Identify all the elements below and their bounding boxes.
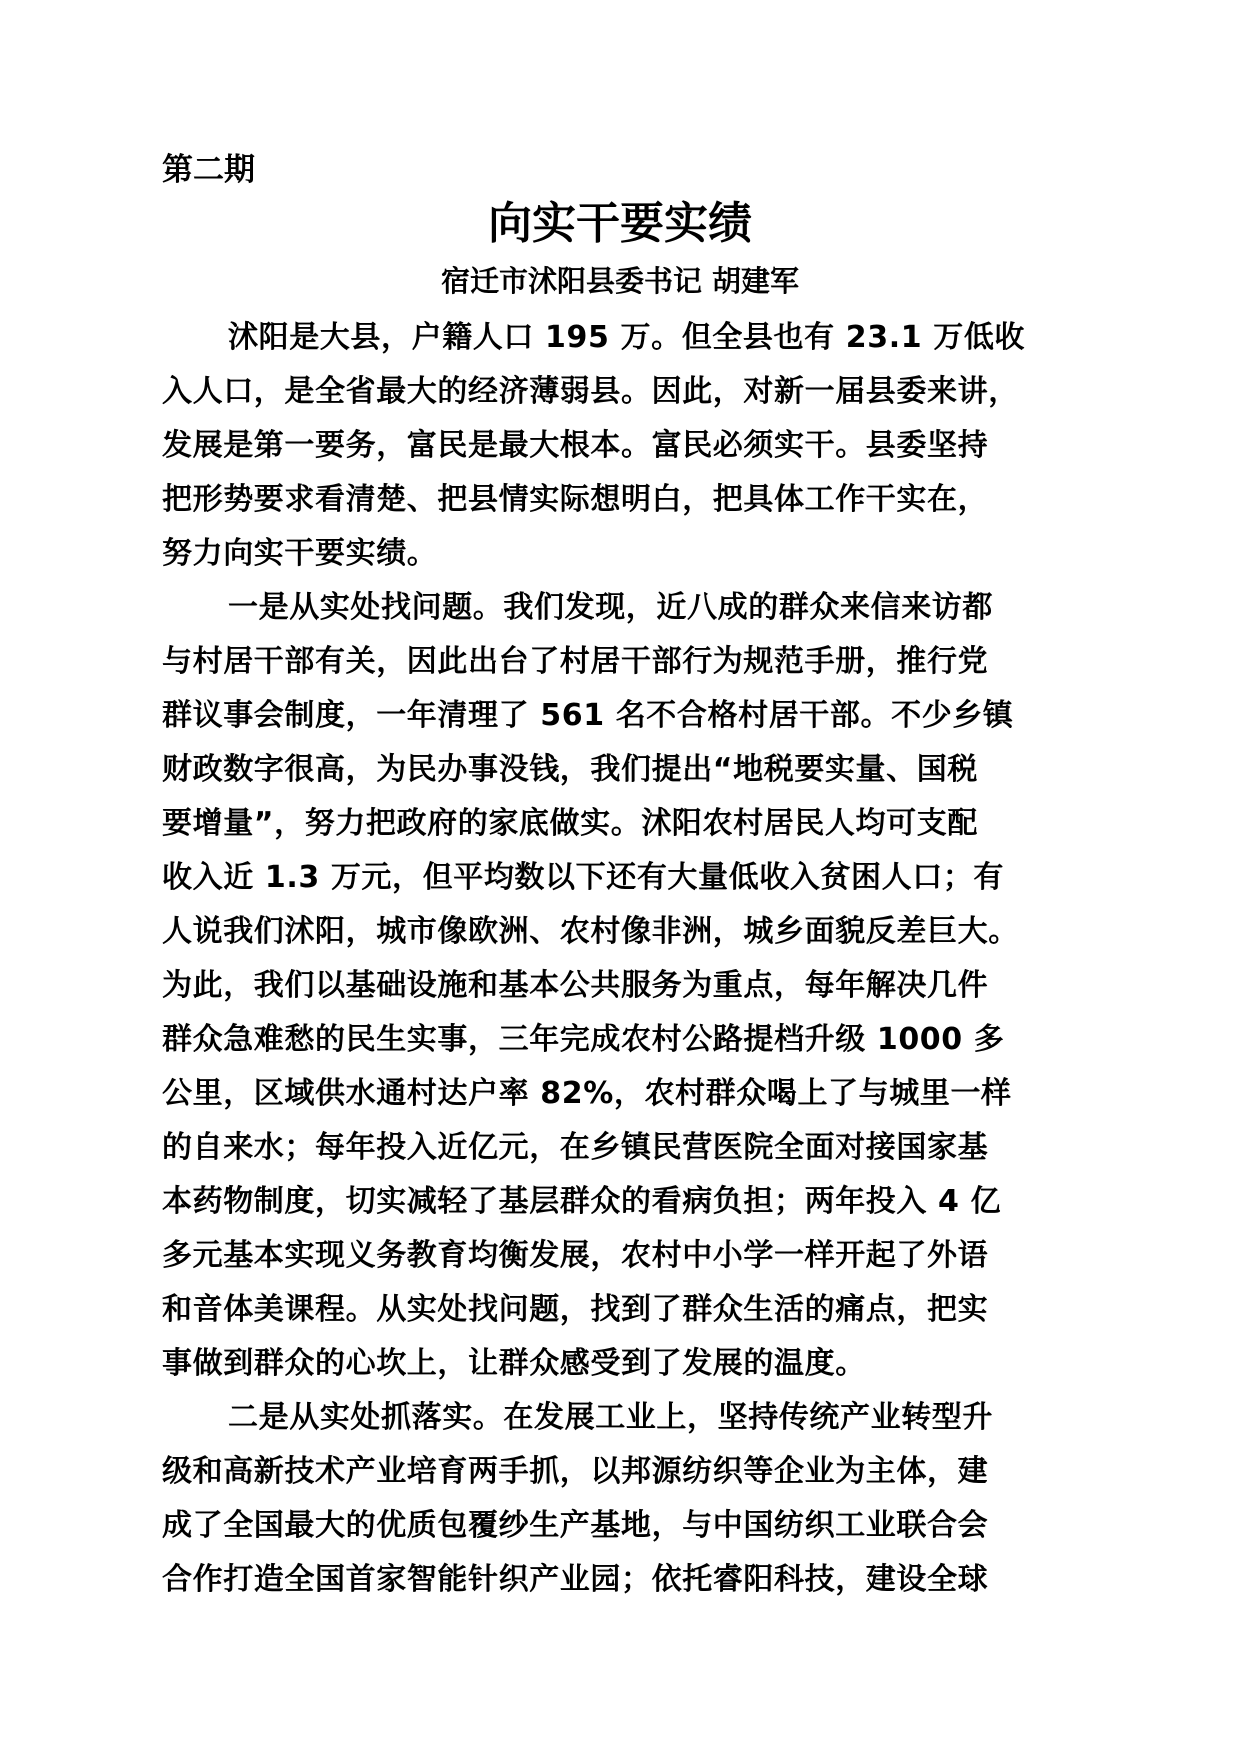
paragraph xyxy=(162,311,1092,581)
text-line: 和音体美课程。从实处找问题，找到了群众生活的痛点，把实 xyxy=(162,1292,989,1327)
text-line: 收入近 1.3 万元，但平均数以下还有大量低收入贫困人口；有 xyxy=(162,860,1005,895)
text-line: 为此，我们以基础设施和基本公共服务为重点，每年解决几件 xyxy=(162,968,989,1003)
text-line: 财政数字很高，为民办事没钱，我们提出“地税要实量、国税 xyxy=(162,752,978,787)
text-line: 群众急难愁的民生实事，三年完成农村公路提档升级 1000 多 xyxy=(162,1022,1005,1057)
article-title: 向实干要实绩 xyxy=(488,198,752,249)
article-body xyxy=(162,311,1092,1607)
text-line: 合作打造全国首家智能针织产业园；依托睿阳科技，建设全球 xyxy=(162,1562,989,1597)
text-line: 一是从实处找问题。我们发现，近八成的群众来信来访都 xyxy=(228,590,993,625)
paragraph xyxy=(162,1391,1092,1607)
text-line: 本药物制度，切实减轻了基层群众的看病负担；两年投入 4 亿 xyxy=(162,1184,1002,1219)
issue-label: 第二期 xyxy=(162,152,255,188)
text-line: 事做到群众的心坎上，让群众感受到了发展的温度。 xyxy=(162,1346,866,1381)
text-line: 级和高新技术产业培育两手抓，以邦源纺织等企业为主体，建 xyxy=(162,1454,989,1489)
text-line: 与村居干部有关，因此出台了村居干部行为规范手册，推行党 xyxy=(162,644,989,679)
author-line: 宿迁市沭阳县委书记 胡建军 xyxy=(440,264,800,298)
text-line: 群议事会制度，一年清理了 561 名不合格村居干部。不少乡镇 xyxy=(162,698,1014,733)
text-line: 入人口，是全省最大的经济薄弱县。因此，对新一届县委来讲， xyxy=(162,374,1019,409)
text-line: 要增量”，努力把政府的家底做实。沭阳农村居民人均可支配 xyxy=(162,806,978,841)
text-line: 公里，区域供水通村达户率 82%，农村群众喝上了与城里一样 xyxy=(162,1076,1012,1111)
text-line: 二是从实处抓落实。在发展工业上，坚持传统产业转型升 xyxy=(228,1400,993,1435)
text-line: 成了全国最大的优质包覆纱生产基地，与中国纺织工业联合会 xyxy=(162,1508,989,1543)
text-line: 人说我们沭阳，城市像欧洲、农村像非洲，城乡面貌反差巨大。 xyxy=(162,914,1019,949)
paragraph xyxy=(162,581,1092,1391)
text-line: 把形势要求看清楚、把县情实际想明白，把具体工作干实在， xyxy=(162,482,989,517)
text-line: 努力向实干要实绩。 xyxy=(162,536,438,571)
text-line: 沭阳是大县，户籍人口 195 万。但全县也有 23.1 万低收 xyxy=(228,320,1026,355)
text-line: 多元基本实现义务教育均衡发展，农村中小学一样开起了外语 xyxy=(162,1238,989,1273)
text-line: 发展是第一要务，富民是最大根本。富民必须实干。县委坚持 xyxy=(162,428,989,463)
text-line: 的自来水；每年投入近亿元，在乡镇民营医院全面对接国家基 xyxy=(162,1130,989,1165)
